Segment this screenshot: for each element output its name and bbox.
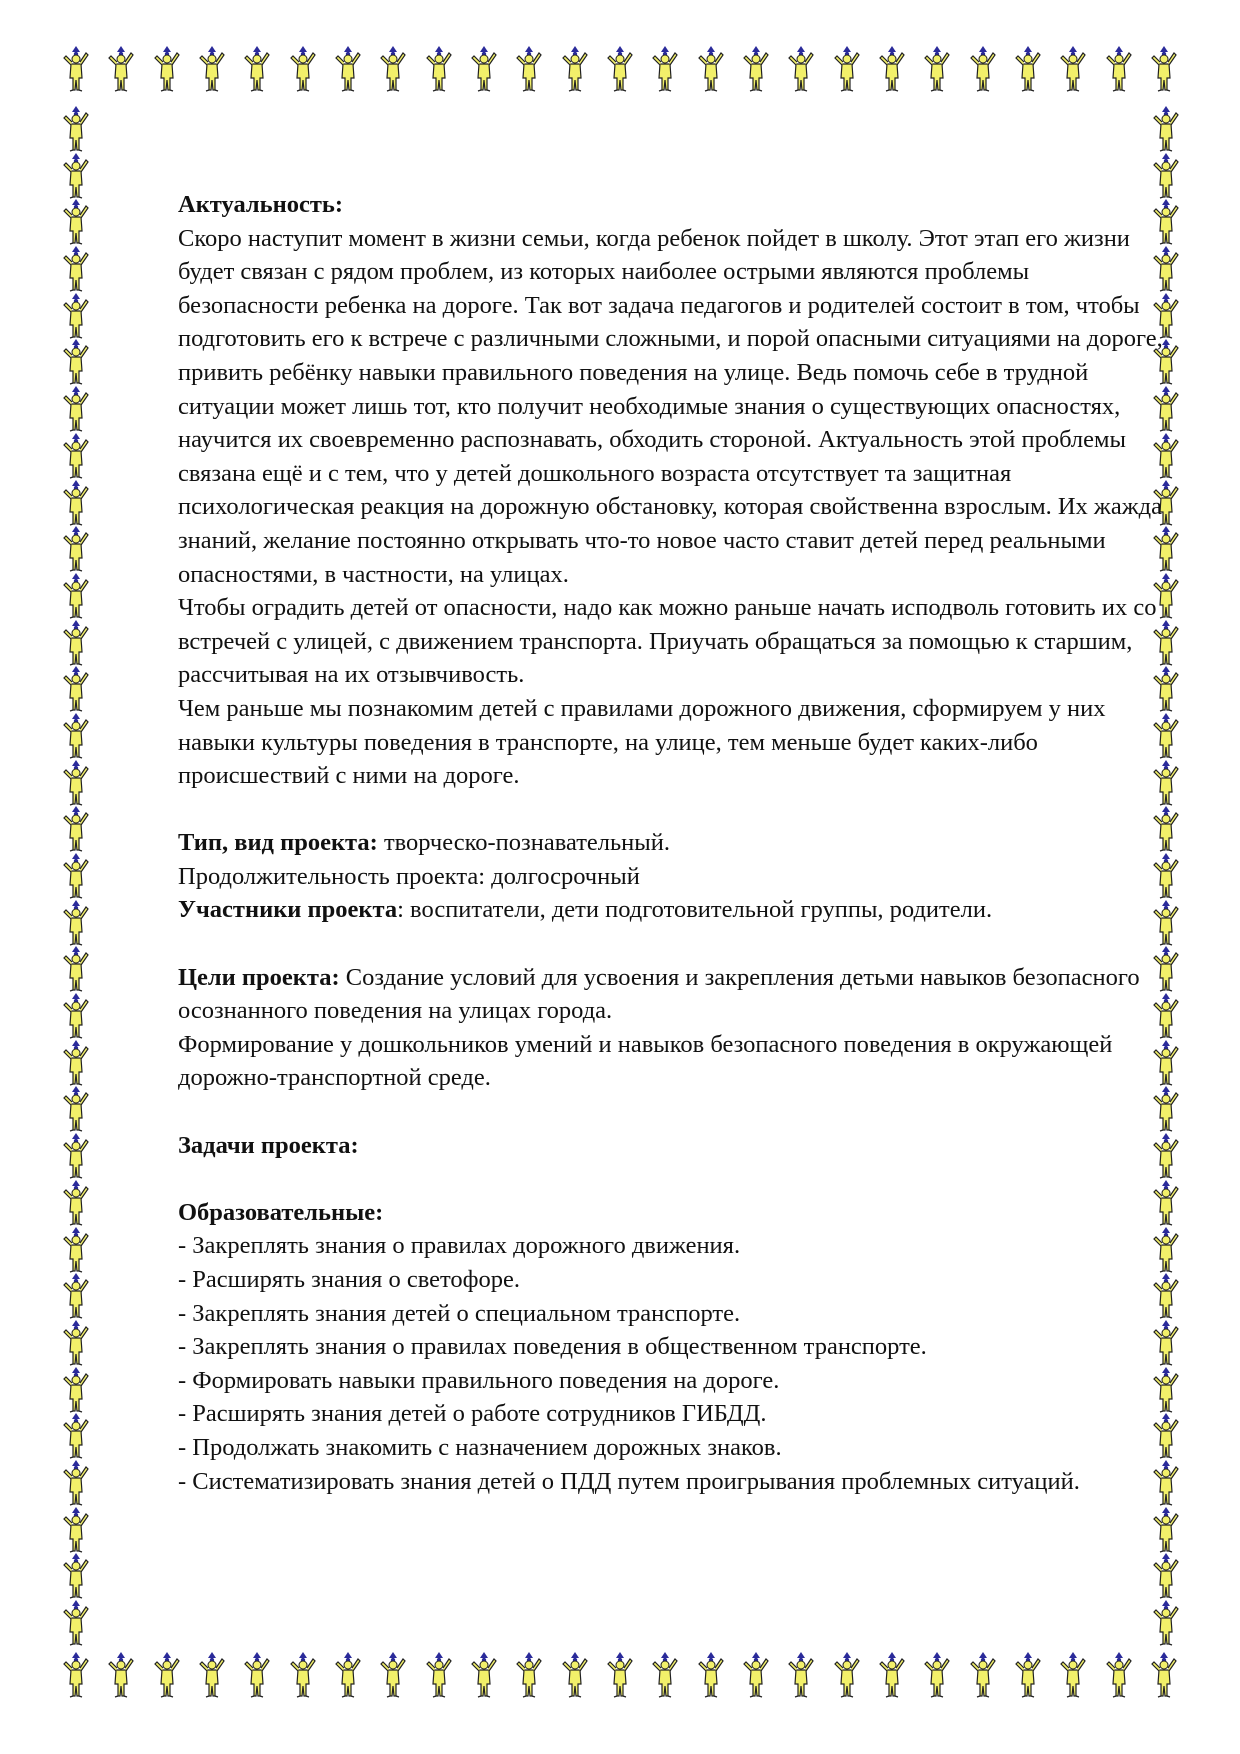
traffic-policeman-icon xyxy=(969,46,997,92)
educational-tasks-list xyxy=(178,1229,1168,1498)
traffic-policeman-icon xyxy=(561,1652,589,1698)
task-item: - Расширять знания детей о работе сотрудников ГИБДД. xyxy=(178,1400,767,1428)
project-type-label: Тип, вид проекта: xyxy=(178,829,378,857)
traffic-policeman-icon xyxy=(62,666,90,712)
tasks-heading: Задачи проекта: xyxy=(178,1131,359,1159)
traffic-policeman-icon xyxy=(62,946,90,992)
goals-label: Цели проекта: xyxy=(178,963,340,991)
educational-heading: Образовательные: xyxy=(178,1198,384,1226)
traffic-policeman-icon xyxy=(62,46,90,92)
task-item: - Систематизировать знания детей о ПДД путем проигрывания проблемных ситуаций. xyxy=(178,1467,1080,1495)
traffic-policeman-icon xyxy=(1059,1652,1087,1698)
traffic-policeman-icon xyxy=(62,620,90,666)
task-item: - Закреплять знания о правилах поведения в общественном транспорте. xyxy=(178,1333,927,1361)
traffic-policeman-icon xyxy=(969,1652,997,1698)
traffic-policeman-icon xyxy=(470,1652,498,1698)
traffic-policeman-icon xyxy=(62,339,90,385)
traffic-policeman-icon xyxy=(62,1600,90,1646)
traffic-policeman-icon xyxy=(923,1652,951,1698)
traffic-policeman-icon xyxy=(606,46,634,92)
goals-text-1: Создание условий для усвоения и закрепления детьми навыков безопасного осознанного поведения на улицах города. xyxy=(178,963,1140,1025)
traffic-policeman-icon xyxy=(334,1652,362,1698)
traffic-policeman-icon xyxy=(606,1652,634,1698)
traffic-policeman-icon xyxy=(62,573,90,619)
traffic-policeman-icon xyxy=(1014,1652,1042,1698)
traffic-policeman-icon xyxy=(62,1507,90,1553)
traffic-policeman-icon xyxy=(1059,46,1087,92)
traffic-policeman-icon xyxy=(289,1652,317,1698)
traffic-policeman-icon xyxy=(1152,1507,1180,1553)
task-item: - Продолжать знакомить с назначением дорожных знаков. xyxy=(178,1433,782,1461)
traffic-policeman-icon xyxy=(62,1652,90,1698)
traffic-policeman-icon xyxy=(62,106,90,152)
project-duration: Продолжительность проекта: долгосрочный xyxy=(178,862,640,890)
traffic-policeman-icon xyxy=(1152,106,1180,152)
traffic-policeman-icon xyxy=(425,1652,453,1698)
traffic-policeman-icon xyxy=(1152,1600,1180,1646)
project-goals xyxy=(178,961,1168,1028)
traffic-policeman-icon xyxy=(62,900,90,946)
traffic-policeman-icon xyxy=(153,46,181,92)
participants-value: : воспитатели, дети подготовительной группы, родители. xyxy=(397,896,993,924)
traffic-policeman-icon xyxy=(289,46,317,92)
participants-label: Участники проекта xyxy=(178,896,398,924)
traffic-policeman-icon xyxy=(878,1652,906,1698)
traffic-policeman-icon xyxy=(62,1133,90,1179)
traffic-policeman-icon xyxy=(742,1652,770,1698)
traffic-policeman-icon xyxy=(243,1652,271,1698)
relevance-paragraph-3: Чем раньше мы познакомим детей с правилами дорожного движения, сформируем у них навыки культуры поведения в транспорте, на улице, тем меньше будет каких-либо происшествий с ними на дороге. xyxy=(178,694,1106,790)
relevance-paragraph-1: Скоро наступит момент в жизни семьи, когда ребенок пойдет в школу. Этот этап его жизни будет связан с рядом проблем, из которых наиболее острыми являются проблемы безопасности ребенка на дороге. Так вот задача педагогов и родителей состоит в том, чтобы подготовить его к встрече с различными сложными, и порой опасными ситуациями на дороге, привить ребёнку навыки правильного поведения на улице. Ведь помочь себе в трудной ситуации может лишь тот, кто получит необходимые знания о существующих опасностях, научится их своевременно распознавать, обходить стороной. Актуальность этой проблемы связана ещё и с тем, что у детей дошкольного возраста отсутствует та защитная психологическая реакция на дорожную обстановку, которая свойственна взрослым. Их жажда знаний, желание постоянно открывать что-то новое часто ставит детей перед реальными опасностями, в частности, на улицах. xyxy=(178,224,1163,588)
traffic-policeman-icon xyxy=(470,46,498,92)
traffic-policeman-icon xyxy=(243,46,271,92)
task-item: - Расширять знания о светофоре. xyxy=(178,1266,520,1293)
traffic-policeman-icon xyxy=(379,46,407,92)
traffic-policeman-icon xyxy=(62,1553,90,1599)
traffic-policeman-icon xyxy=(515,46,543,92)
project-participants xyxy=(178,893,1168,927)
traffic-policeman-icon xyxy=(107,1652,135,1698)
traffic-policeman-icon xyxy=(1014,46,1042,92)
traffic-policeman-icon xyxy=(878,46,906,92)
task-item: - Закреплять знания детей о специальном транспорте. xyxy=(178,1299,741,1327)
goals-text-2: Формирование у дошкольников умений и навыков безопасного поведения в окружающей дорожно-транспортной среде. xyxy=(178,1030,1113,1092)
task-item: - Закреплять знания о правилах дорожного движения. xyxy=(178,1232,741,1260)
traffic-policeman-icon xyxy=(697,1652,725,1698)
traffic-policeman-icon xyxy=(787,46,815,92)
traffic-policeman-icon xyxy=(62,853,90,899)
traffic-policeman-icon xyxy=(742,46,770,92)
traffic-policeman-icon xyxy=(62,199,90,245)
traffic-policeman-icon xyxy=(379,1652,407,1698)
traffic-policeman-icon xyxy=(153,1652,181,1698)
traffic-policeman-icon xyxy=(833,46,861,92)
traffic-policeman-icon xyxy=(787,1652,815,1698)
traffic-policeman-icon xyxy=(425,46,453,92)
traffic-policeman-icon xyxy=(515,1652,543,1698)
traffic-policeman-icon xyxy=(334,46,362,92)
traffic-policeman-icon xyxy=(62,153,90,199)
traffic-policeman-icon xyxy=(62,1413,90,1459)
traffic-policeman-icon xyxy=(62,806,90,852)
document-body xyxy=(178,188,1168,1498)
traffic-policeman-icon xyxy=(198,46,226,92)
relevance-heading: Актуальность: xyxy=(178,191,344,218)
traffic-policeman-icon xyxy=(62,993,90,1039)
traffic-policeman-icon xyxy=(62,713,90,759)
border-top xyxy=(62,46,1178,92)
project-type xyxy=(178,826,1168,860)
traffic-policeman-icon xyxy=(1150,1652,1178,1698)
border-bottom xyxy=(62,1652,1178,1698)
traffic-policeman-icon xyxy=(1105,46,1133,92)
traffic-policeman-icon xyxy=(651,46,679,92)
traffic-policeman-icon xyxy=(651,1652,679,1698)
traffic-policeman-icon xyxy=(561,46,589,92)
traffic-policeman-icon xyxy=(107,46,135,92)
traffic-policeman-icon xyxy=(62,1040,90,1086)
border-left xyxy=(62,106,90,1646)
traffic-policeman-icon xyxy=(62,480,90,526)
traffic-policeman-icon xyxy=(1152,1553,1180,1599)
traffic-policeman-icon xyxy=(62,1227,90,1273)
traffic-policeman-icon xyxy=(62,293,90,339)
traffic-policeman-icon xyxy=(833,1652,861,1698)
traffic-policeman-icon xyxy=(62,526,90,572)
traffic-policeman-icon xyxy=(62,1273,90,1319)
traffic-policeman-icon xyxy=(62,246,90,292)
traffic-policeman-icon xyxy=(198,1652,226,1698)
task-item: - Формировать навыки правильного поведения на дороге. xyxy=(178,1366,780,1394)
project-type-value: творческо-познавательный. xyxy=(377,829,670,857)
traffic-policeman-icon xyxy=(62,1320,90,1366)
traffic-policeman-icon xyxy=(62,1086,90,1132)
traffic-policeman-icon xyxy=(62,433,90,479)
traffic-policeman-icon xyxy=(697,46,725,92)
traffic-policeman-icon xyxy=(923,46,951,92)
traffic-policeman-icon xyxy=(62,1367,90,1413)
relevance-paragraph-2: Чтобы оградить детей от опасности, надо как можно раньше начать исподволь готовить их со встречей с улицей, с движением транспорта. Приучать обращаться за помощью к старшим, рассчитывая на их отзывчивость. xyxy=(178,594,1157,689)
traffic-policeman-icon xyxy=(62,1460,90,1506)
traffic-policeman-icon xyxy=(62,760,90,806)
traffic-policeman-icon xyxy=(1150,46,1178,92)
traffic-policeman-icon xyxy=(62,1180,90,1226)
traffic-policeman-icon xyxy=(62,386,90,432)
traffic-policeman-icon xyxy=(1105,1652,1133,1698)
